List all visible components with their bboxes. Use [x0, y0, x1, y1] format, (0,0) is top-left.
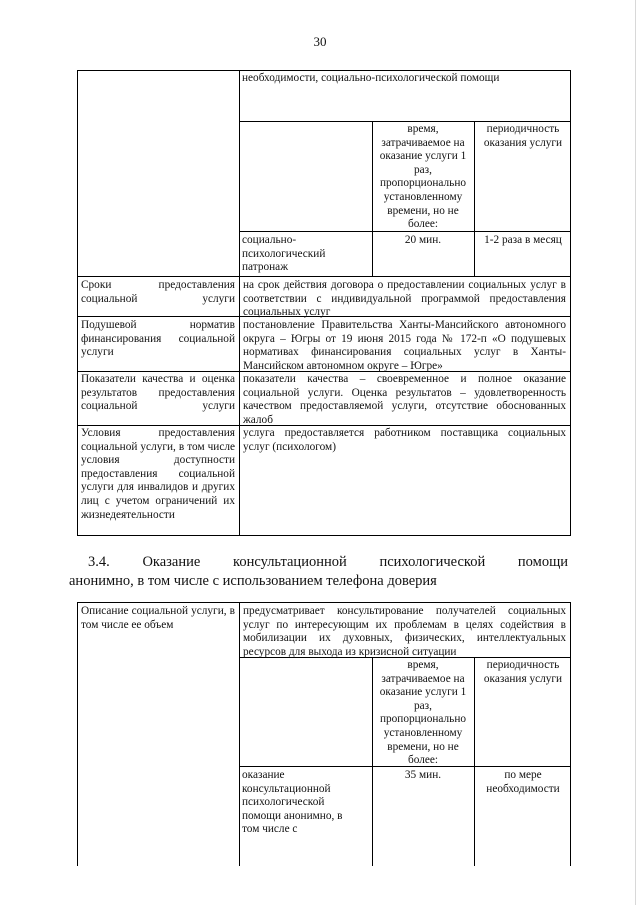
- row-label-financing: Подушевой норматив финансирования социальной услуги: [81, 319, 235, 359]
- page-edge: [635, 0, 636, 905]
- table-border: [77, 602, 571, 603]
- table-border: [77, 535, 571, 536]
- service-time: 35 мин.: [404, 769, 442, 781]
- period-header: периодичность оказания услуги: [483, 659, 563, 685]
- service-name: оказание консультационной психологической помощи анонимно, в том числе с: [242, 769, 343, 836]
- section-word: консультационной: [233, 554, 347, 570]
- row-label-quality: Показатели качества и оценка результатов предоставления социальной услуги: [81, 373, 235, 413]
- table-border: [372, 657, 373, 866]
- service-name: социально-психологический патронаж: [242, 234, 326, 274]
- table-border: [570, 602, 571, 866]
- description-label: Описание социальной услуги, в том числе ее объем: [81, 605, 235, 631]
- row-value-financing: постановление Правительства Ханты-Мансийского автономного округа – Югры от 19 июня 2015 года № 172-п «О подушевых нормативах финансирования социальных услуг в Ханты-Мансийском автономном округе – Югре»: [243, 319, 566, 372]
- section-number: 3.4.: [88, 554, 110, 570]
- table-border: [77, 70, 78, 536]
- service-period: по мере необходимости: [486, 769, 560, 795]
- service-time: 20 мин.: [404, 234, 442, 246]
- section-heading-line2: анонимно, в том числе с использованием телефона доверия: [69, 573, 437, 589]
- row-label-terms: Сроки предоставления социальной услуги: [81, 279, 235, 305]
- row-value-quality: показатели качества – своевременное и полное оказание социальной услуги. Оценка результатов – удовлетворенность качеством предоставляемой услуги, отсутствие обоснованных жалоб: [243, 373, 566, 426]
- table-border: [372, 121, 373, 276]
- section-word: помощи: [517, 554, 568, 570]
- table-border: [474, 121, 475, 276]
- time-header: время, затрачиваемое на оказание услуги 1 раз, пропорционально установленному времени, но не более:: [379, 659, 467, 767]
- row-value-conditions: услуга предоставляется работником поставщика социальных услуг (психологом): [243, 427, 566, 453]
- section-word: психологической: [379, 554, 486, 570]
- table-border: [239, 70, 240, 536]
- table-border: [239, 602, 240, 866]
- description-value: предусматривает консультирование получателей социальных услуг по интересующим их проблемам в целях содействия в мобилизации их духовных, физических, интеллектуальных ресурсов для выхода из кризисной ситуации: [243, 605, 566, 658]
- service-period: 1-2 раза в месяц: [484, 234, 562, 246]
- section-word: Оказание: [142, 554, 201, 570]
- row-label-conditions: Условия предоставления социальной услуги, в том числе условия доступности предоставления социальной услуги для инвалидов и других лиц с учетом ограничений их жизнедеятельности: [81, 427, 235, 521]
- top-text: необходимости, социально-психологической помощи: [242, 72, 500, 84]
- table-border: [77, 276, 571, 277]
- section-heading: [88, 553, 568, 572]
- page-number: 30: [313, 34, 327, 49]
- table-border: [77, 70, 571, 71]
- table-border: [474, 657, 475, 866]
- row-value-terms: на срок действия договора о предоставлении социальных услуг в соответствии с индивидуальной программой предоставления социальных услуг: [243, 279, 566, 319]
- time-header: время, затрачиваемое на оказание услуги 1 раз, пропорционально установленному времени, но не более:: [379, 123, 467, 231]
- period-header: периодичность оказания услуги: [483, 123, 563, 149]
- table-border: [77, 602, 78, 866]
- table-border: [239, 121, 571, 122]
- table-border: [570, 70, 571, 536]
